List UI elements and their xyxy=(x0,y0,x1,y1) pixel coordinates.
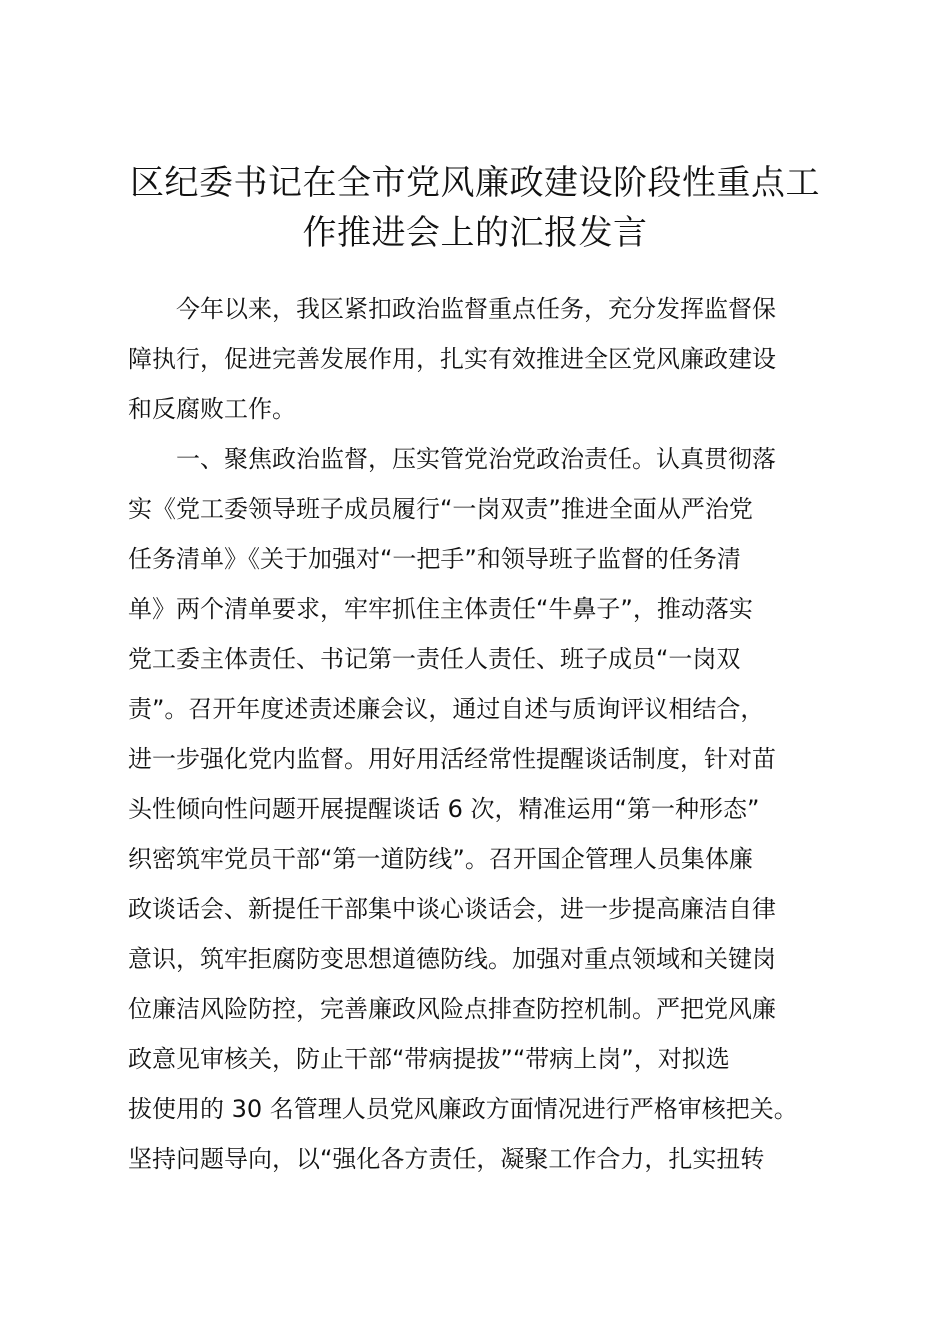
paragraph-section-one xyxy=(128,434,832,1184)
paragraph-line: 织密筑牢党员干部“第一道防线”。召开国企管理人员集体廉 xyxy=(128,845,753,873)
document-title xyxy=(120,158,830,258)
paragraph-line: 坚持问题导向，以“强化各方责任，凝聚工作合力，扎实扭转 xyxy=(128,1145,765,1173)
paragraph-line: 今年以来，我区紧扣政治监督重点任务，充分发挥监督保 xyxy=(176,295,776,323)
paragraph-line: 拔使用的 30 名管理人员党风廉政方面情况进行严格审核把关。 xyxy=(128,1095,798,1123)
paragraph-line: 党工委主体责任、书记第一责任人责任、班子成员“一岗双 xyxy=(128,645,741,673)
title-line: 作推进会上的汇报发言 xyxy=(302,213,648,253)
title-line: 区纪委书记在全市党风廉政建设阶段性重点工 xyxy=(130,163,820,203)
paragraph-line: 头性倾向性问题开展提醒谈话 6 次，精准运用“第一种形态” xyxy=(128,795,760,823)
paragraph-line: 政意见审核关，防止干部“带病提拔”“带病上岗”，对拟选 xyxy=(128,1045,730,1073)
paragraph-intro xyxy=(128,284,832,434)
document-body xyxy=(128,284,832,1184)
paragraph-line: 政谈话会、新提任干部集中谈心谈话会，进一步提高廉洁自律 xyxy=(128,895,776,923)
paragraph-line: 单》两个清单要求，牢牢抓住主体责任“牛鼻子”，推动落实 xyxy=(128,595,753,623)
paragraph-line: 位廉洁风险防控，完善廉政风险点排查防控机制。严把党风廉 xyxy=(128,995,776,1023)
paragraph-line: 任务清单》《关于加强对“一把手”和领导班子监督的任务清 xyxy=(128,545,741,573)
paragraph-line: 实《党工委领导班子成员履行“一岗双责”推进全面从严治党 xyxy=(128,495,753,523)
paragraph-line: 障执行，促进完善发展作用，扎实有效推进全区党风廉政建设 xyxy=(128,345,776,373)
paragraph-line: 一、聚焦政治监督，压实管党治党政治责任。认真贯彻落 xyxy=(176,445,776,473)
paragraph-line: 和反腐败工作。 xyxy=(128,395,296,423)
paragraph-line: 进一步强化党内监督。用好用活经常性提醒谈话制度，针对苗 xyxy=(128,745,776,773)
paragraph-line: 意识，筑牢拒腐防变思想道德防线。加强对重点领域和关键岗 xyxy=(128,945,776,973)
paragraph-line: 责”。召开年度述责述廉会议，通过自述与质询评议相结合， xyxy=(128,695,765,723)
